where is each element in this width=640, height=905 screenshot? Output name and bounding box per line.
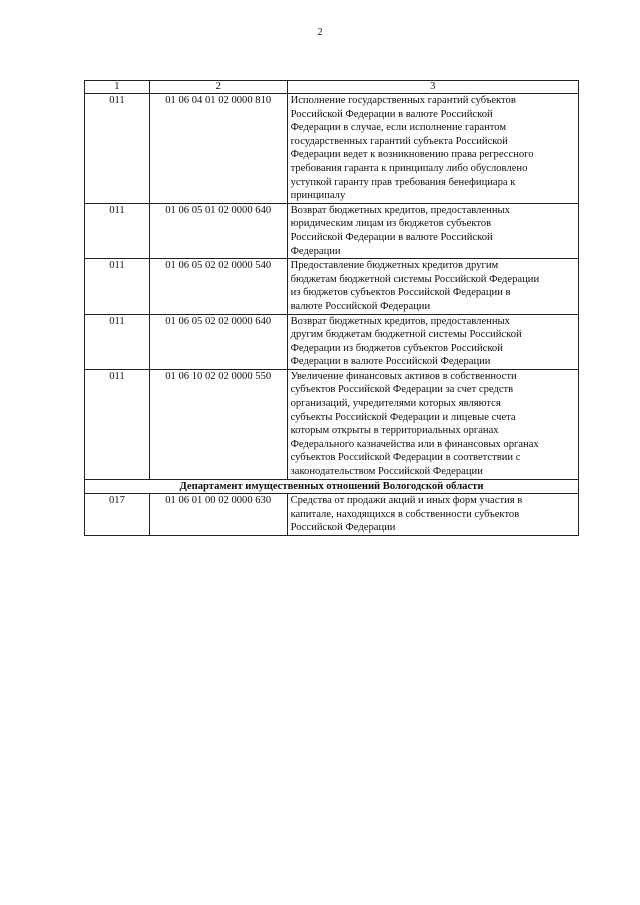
section-header-row <box>85 479 579 494</box>
description-line: Предоставление бюджетных кредитов другим <box>290 260 499 272</box>
description-line: законодательством Российской Федерации <box>290 466 483 478</box>
description-line: субъектов Российской Федерации за счет средств <box>290 384 514 396</box>
description-cell <box>287 259 578 314</box>
admin-code-cell: 011 <box>85 314 150 369</box>
table-row <box>85 369 579 479</box>
budget-classification-code-cell: 01 06 05 02 02 0000 540 <box>149 259 287 314</box>
admin-code-cell: 017 <box>85 494 150 536</box>
admin-code-cell: 011 <box>85 203 150 258</box>
budget-code-table <box>84 80 579 536</box>
description-line: Федерации в валюте Российской Федерации <box>290 356 491 368</box>
table-row <box>85 94 579 204</box>
description-line: принципалу <box>290 190 346 202</box>
description-line: требования гаранта к принципалу либо обусловлено <box>290 162 528 174</box>
description-line: валюте Российской Федерации <box>290 300 431 312</box>
description-cell <box>287 369 578 479</box>
page-number: 2 <box>317 27 323 38</box>
table-header-row <box>85 81 579 94</box>
description-line: которым открыты в территориальных органах <box>290 425 499 437</box>
description-line: Возврат бюджетных кредитов, предоставленных <box>290 315 510 327</box>
description-line: государственных гарантий субъекта Российской <box>290 135 508 147</box>
description-line: Средства от продажи акций и иных форм участия в <box>290 495 523 507</box>
table-row <box>85 259 579 314</box>
description-line: Исполнение государственных гарантий субъектов <box>290 95 516 106</box>
description-line: Увеличение финансовых активов в собственности <box>290 370 517 382</box>
section-title: Департамент имущественных отношений Вологодской области <box>85 479 579 494</box>
description-cell <box>287 203 578 258</box>
admin-code-cell: 011 <box>85 369 150 479</box>
description-line: Российской Федерации <box>290 522 396 534</box>
description-line: Российской Федерации в валюте Российской <box>290 231 493 243</box>
table-row <box>85 314 579 369</box>
description-cell <box>287 494 578 536</box>
description-line: другим бюджетам бюджетной системы Российской <box>290 329 522 341</box>
description-line: Федерального казначейства или в финансовых органах <box>290 438 539 450</box>
budget-classification-code-cell: 01 06 04 01 02 0000 810 <box>149 94 287 204</box>
description-line: Федерации <box>290 245 341 257</box>
description-line: Федерации из бюджетов субъектов Российской <box>290 342 503 354</box>
description-line: бюджетам бюджетной системы Российской Федерации <box>290 273 540 285</box>
description-cell <box>287 94 578 204</box>
description-line: организаций, учредителями которых являются <box>290 398 501 410</box>
budget-classification-code-cell: 01 06 05 02 02 0000 640 <box>149 314 287 369</box>
description-line: Возврат бюджетных кредитов, предоставленных <box>290 204 510 216</box>
header-col-2: 2 <box>149 81 287 94</box>
budget-classification-code-cell: 01 06 10 02 02 0000 550 <box>149 369 287 479</box>
description-line: Российской Федерации в валюте Российской <box>290 108 493 120</box>
admin-code-cell: 011 <box>85 94 150 204</box>
description-line: субъектов Российской Федерации в соответствии с <box>290 452 521 464</box>
budget-classification-code-cell: 01 06 05 01 02 0000 640 <box>149 203 287 258</box>
description-line: Федерации в случае, если исполнение гарантом <box>290 122 507 134</box>
description-line: уступкой гаранту прав требования бенефициара к <box>290 176 516 188</box>
table-row <box>85 203 579 258</box>
header-col-3: 3 <box>287 81 578 94</box>
header-col-1: 1 <box>85 81 150 94</box>
description-line: Федерации ведет к возникновению права регрессного <box>290 149 534 161</box>
description-line: из бюджетов субъектов Российской Федерации в <box>290 287 511 299</box>
description-cell <box>287 314 578 369</box>
description-line: субъекты Российской Федерации и лицевые счета <box>290 411 516 423</box>
admin-code-cell: 011 <box>85 259 150 314</box>
description-line: юридическим лицам из бюджетов субъектов <box>290 218 492 230</box>
description-line: капитале, находящихся в собственности субъектов <box>290 508 520 520</box>
table-row <box>85 494 579 536</box>
budget-classification-code-cell: 01 06 01 00 02 0000 630 <box>149 494 287 536</box>
